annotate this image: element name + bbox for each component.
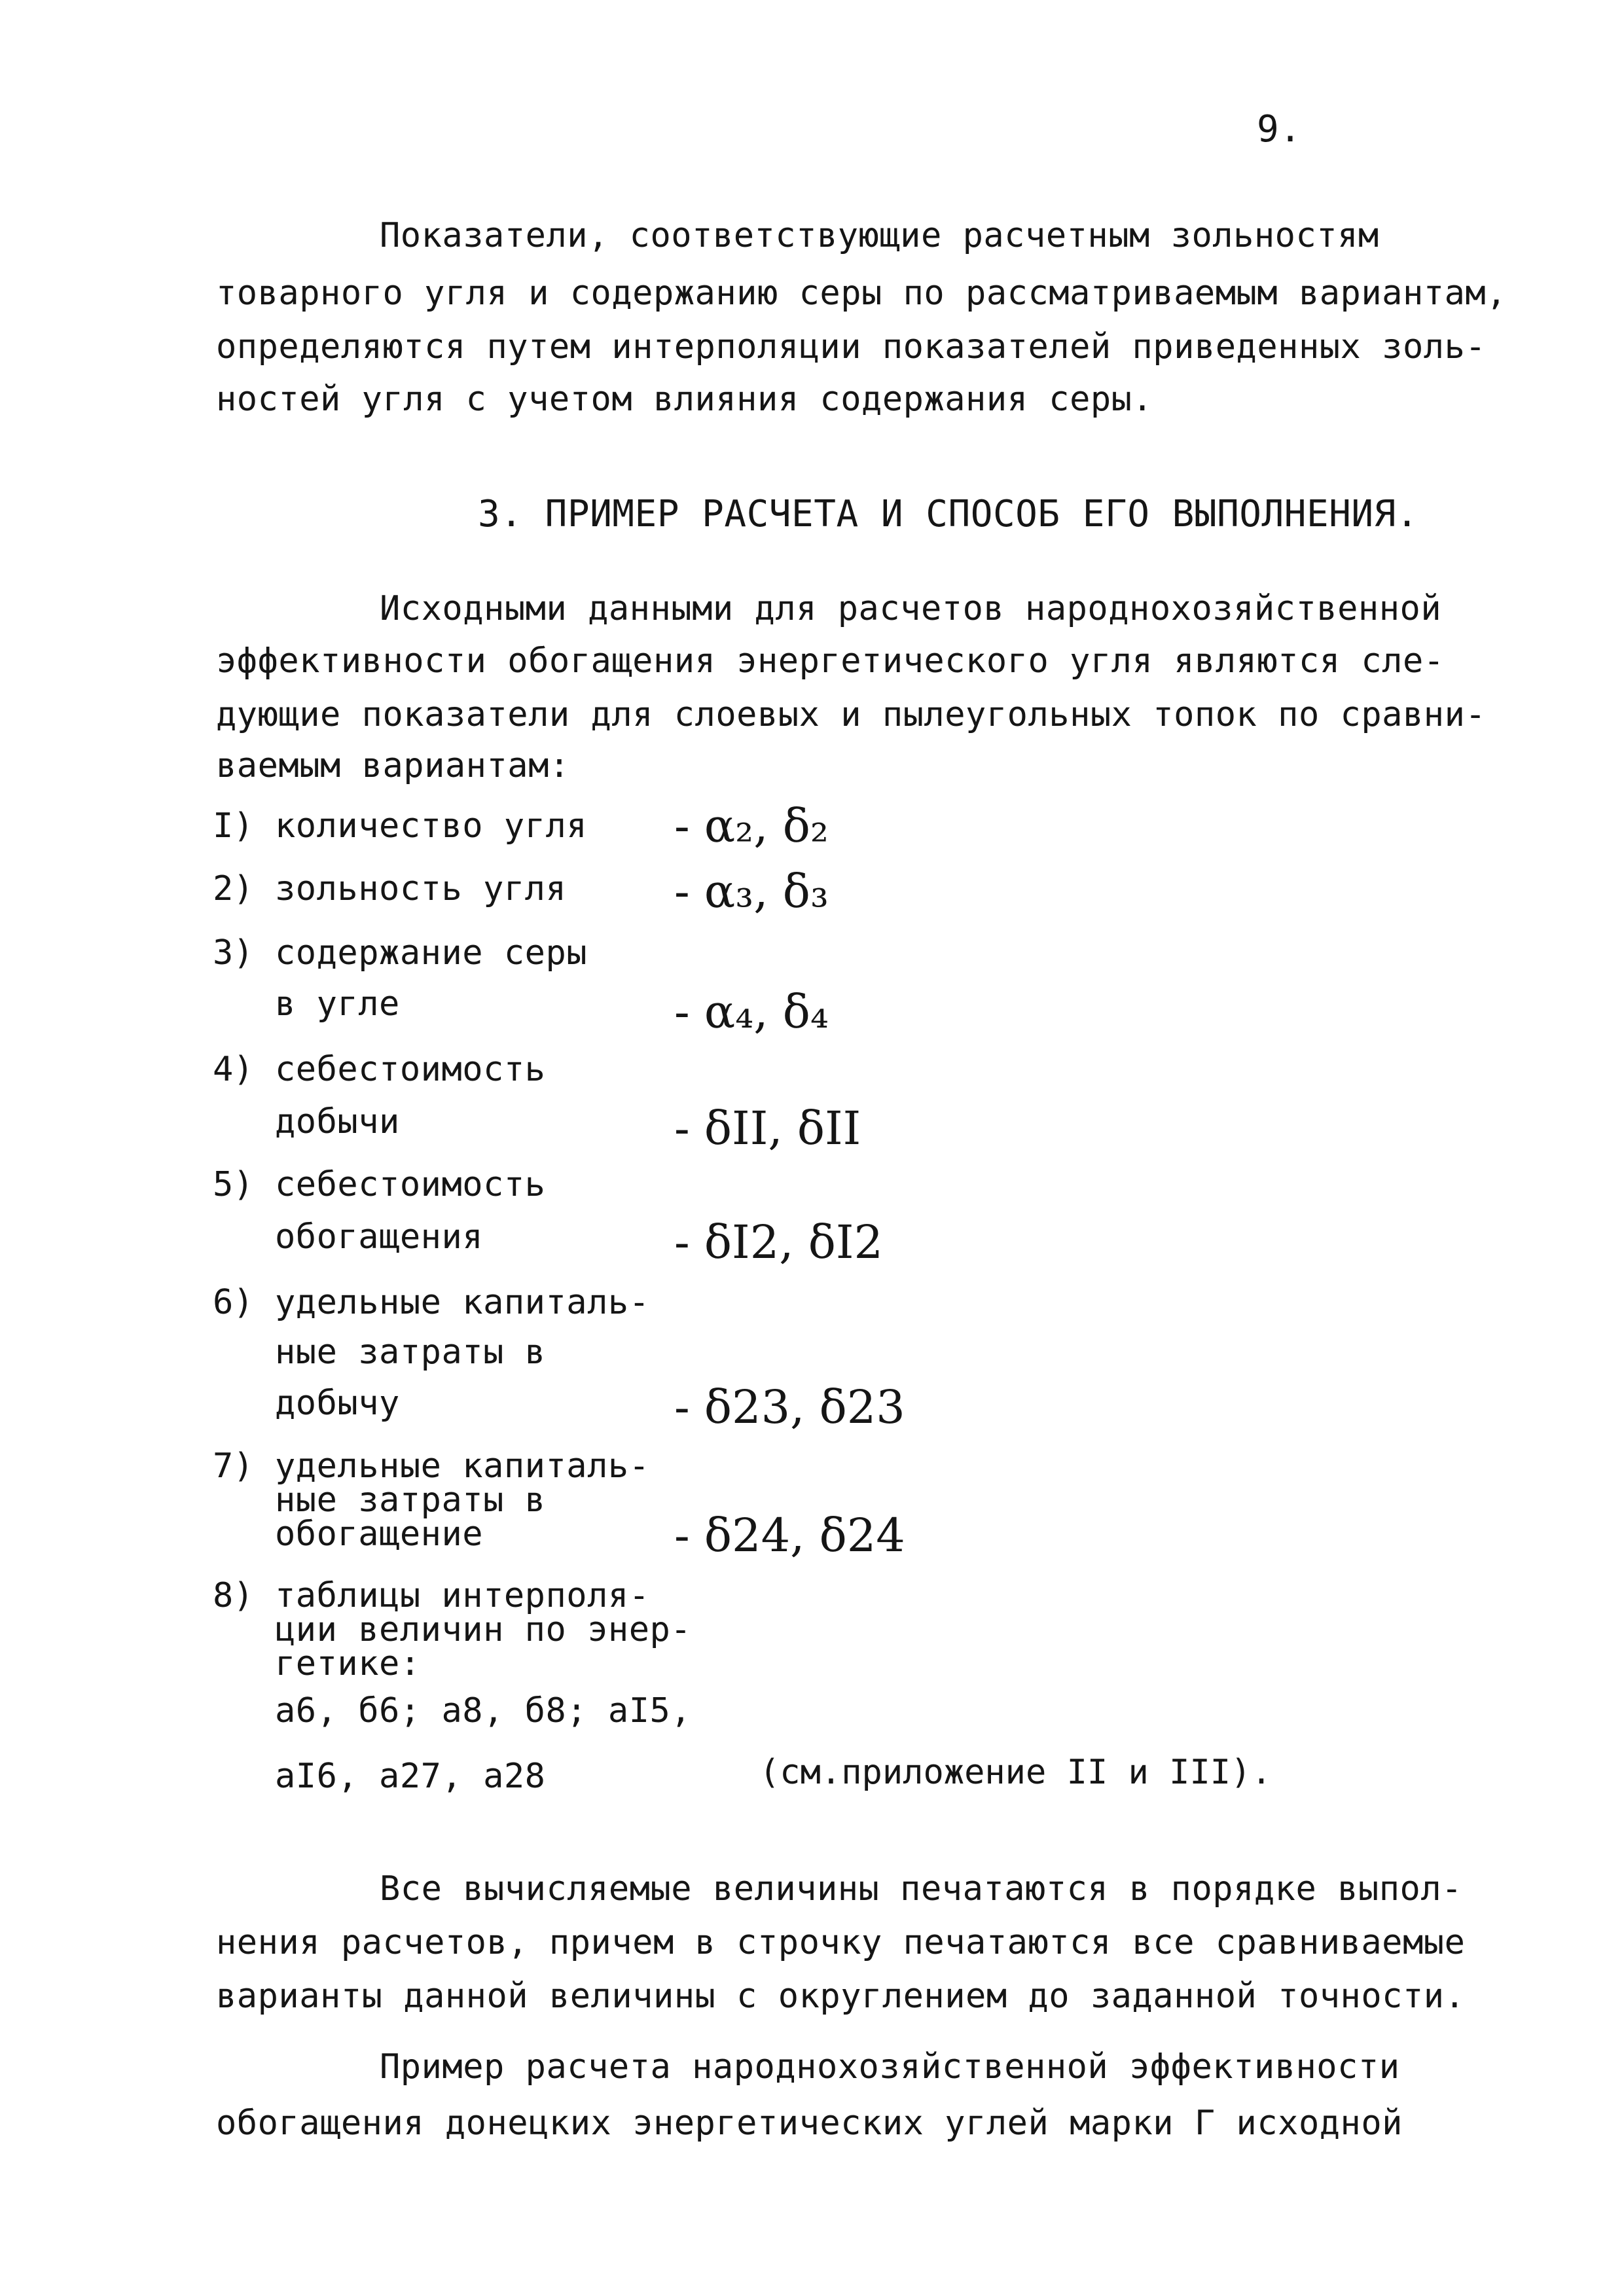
data-line-4: ваемым вариантам:	[216, 746, 570, 785]
list-item-7-line-1: удельные капиталь-	[275, 1446, 650, 1486]
data-line-1: Исходными данными для расчетов народнохозяйственной	[380, 589, 1442, 628]
list-item-4-line-1: себестоимость	[275, 1050, 546, 1089]
list-num-1: I)	[213, 806, 254, 846]
list-item-4-line-2: добычи	[275, 1102, 400, 1141]
list-item-5-line-1: себестоимость	[275, 1165, 546, 1204]
final-line-2: обогащения донецких энергетических углей марки Г исходной	[216, 2104, 1403, 2143]
list-item-8-line-3: гетике:	[275, 1644, 421, 1683]
list-item-3-formula: - α₄, δ₄	[674, 985, 829, 1039]
list-item-5-line-2: обогащения	[275, 1217, 484, 1257]
list-item-4-formula: - δII, δII	[674, 1102, 861, 1155]
list-num-5: 5)	[213, 1165, 254, 1204]
appendix-note: (см.приложение II и III).	[759, 1753, 1272, 1792]
list-item-5-formula: - δI2, δI2	[674, 1215, 884, 1269]
list-num-3: 3)	[213, 933, 254, 973]
list-item-7-line-2: ные затраты в	[275, 1480, 546, 1520]
list-item-3-line-2: в угле	[275, 984, 400, 1024]
page-number: 9.	[1257, 108, 1302, 151]
list-item-8-line-2: ции величин по энер-	[275, 1610, 692, 1649]
list-item-1-formula: - α₂, δ₂	[674, 799, 829, 853]
list-item-7-formula: - δ24, δ24	[674, 1509, 905, 1562]
closing-line-3: варианты данной величины с округлением до заданной точности.	[216, 1977, 1466, 2016]
list-item-6-formula: - δ23, δ23	[674, 1380, 905, 1434]
list-item-8-line-4: а6, б6; а8, б8; аI5,	[275, 1691, 692, 1731]
list-num-4: 4)	[213, 1050, 254, 1089]
intro-line-2: товарного угля и содержанию серы по рассматриваемым вариантам,	[216, 274, 1507, 313]
list-item-6-line-1: удельные капиталь-	[275, 1283, 650, 1322]
closing-line-2: нения расчетов, причем в строчку печатаются все сравниваемые	[216, 1923, 1466, 1962]
list-num-8: 8)	[213, 1576, 254, 1615]
closing-line-1: Все вычисляемые величины печатаются в порядке выпол-	[380, 1869, 1462, 1909]
list-num-6: 6)	[213, 1283, 254, 1322]
intro-line-3: определяются путем интерполяции показателей приведенных золь-	[216, 327, 1487, 367]
list-item-1-text: количество угля	[275, 806, 588, 846]
section-title: 3. ПРИМЕР РАСЧЕТА И СПОСОБ ЕГО ВЫПОЛНЕНИЯ.	[478, 493, 1419, 535]
list-num-7: 7)	[213, 1446, 254, 1486]
final-line-1: Пример расчета народнохозяйственной эффективности	[380, 2047, 1400, 2087]
list-item-8-line-1: таблицы интерполя-	[275, 1576, 650, 1615]
list-item-8-line-5: аI6, а27, а28	[275, 1757, 546, 1796]
list-item-7-line-3: обогащение	[275, 1515, 484, 1554]
list-item-2-formula: - α₃, δ₃	[674, 865, 829, 918]
intro-line-4: ностей угля с учетом влияния содержания серы.	[216, 380, 1153, 419]
list-item-6-line-3: добычу	[275, 1384, 400, 1423]
data-line-3: дующие показатели для слоевых и пылеугольных топок по сравни-	[216, 695, 1487, 734]
list-item-6-line-2: ные затраты в	[275, 1333, 546, 1372]
intro-line-1: Показатели, соответствующие расчетным зольностям	[380, 216, 1379, 255]
list-num-2: 2)	[213, 869, 254, 908]
list-item-3-line-1: содержание серы	[275, 933, 588, 973]
list-item-2-text: зольность угля	[275, 869, 567, 908]
data-line-2: эффективности обогащения энергетического угля являются сле-	[216, 641, 1445, 681]
